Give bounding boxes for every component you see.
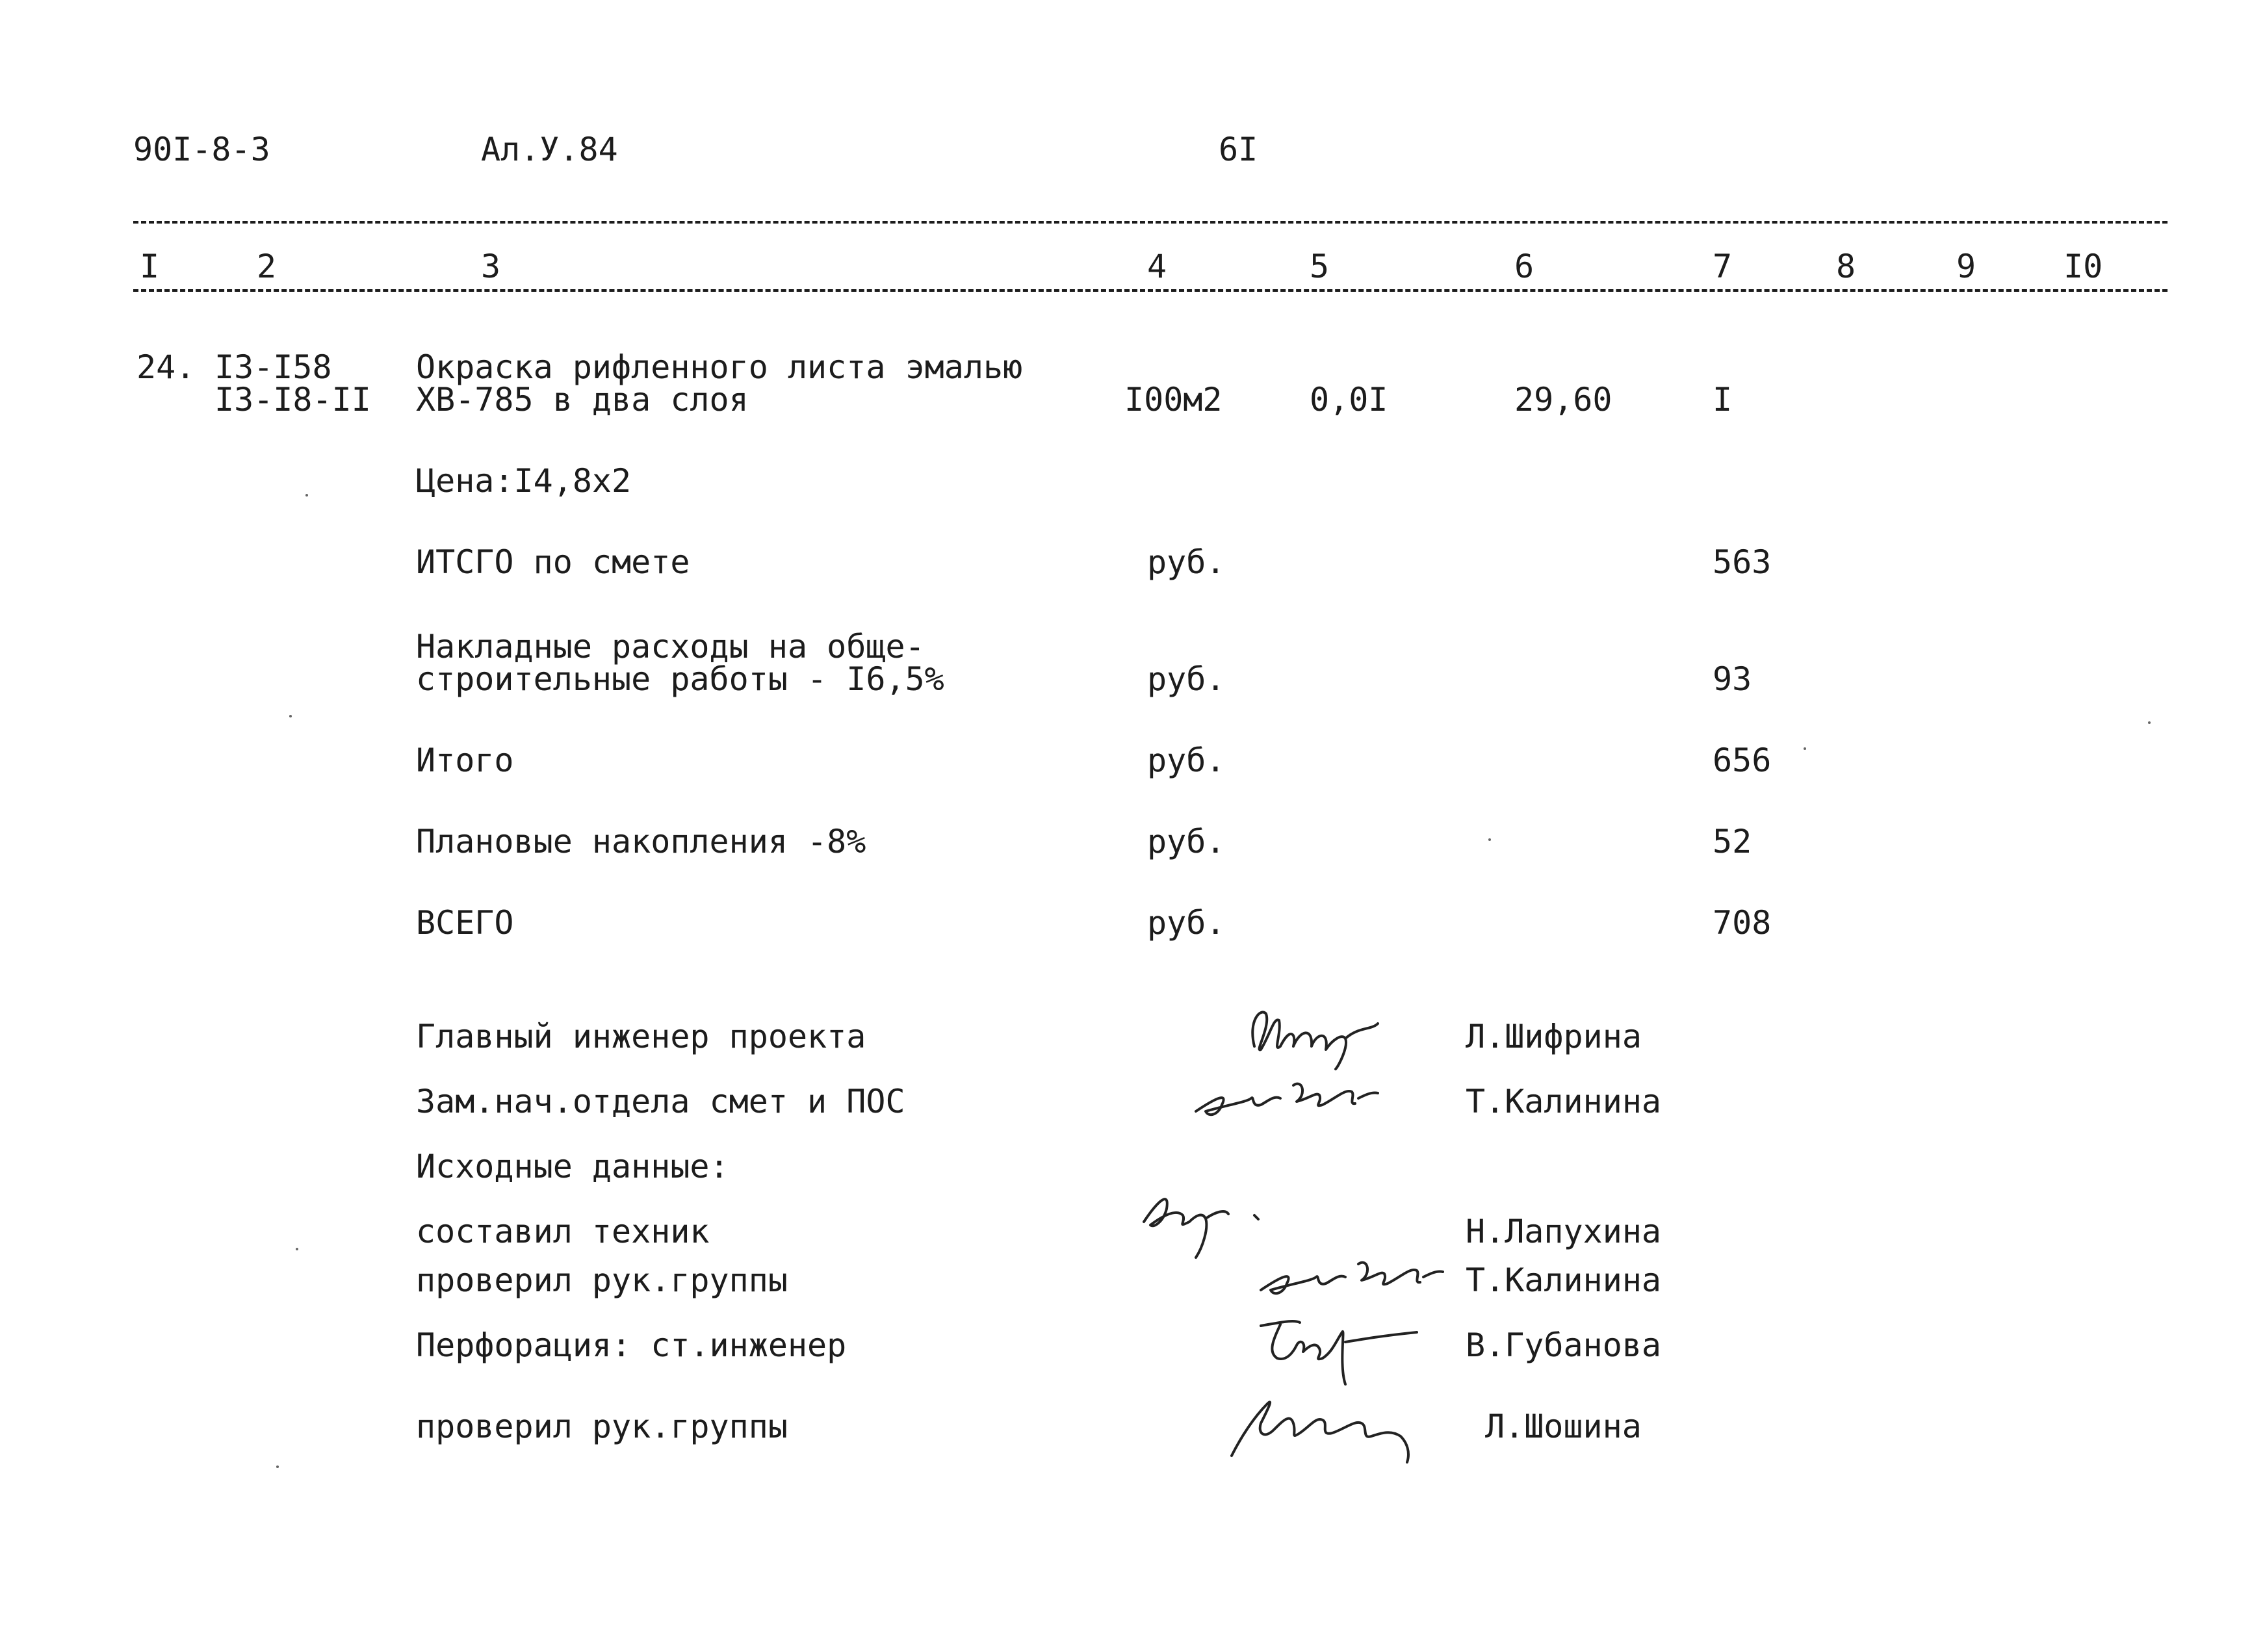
- item-code-secondary: I3-I8-II: [214, 381, 371, 419]
- summary-value: 708: [1713, 904, 1772, 942]
- col-3: 3: [481, 248, 501, 285]
- col-6: 6: [1514, 248, 1534, 285]
- signatory-name: Т.Калинина: [1466, 1083, 1662, 1120]
- signatory-name: Н.Лапухина: [1466, 1213, 1662, 1250]
- signature-kalinina: [1189, 1066, 1397, 1124]
- scan-speck: [2148, 721, 2151, 724]
- signatory-name: В.Губанова: [1466, 1326, 1662, 1364]
- item-unit-price: 29,60: [1514, 381, 1612, 419]
- page-number: 6I: [1219, 131, 1258, 168]
- summary-label: Итого: [416, 742, 514, 779]
- signatory-role: Главный инженер проекта: [416, 1018, 866, 1055]
- header-top-rule: [133, 221, 2168, 224]
- col-8: 8: [1836, 248, 1856, 285]
- summary-label: ИТСГО по смете: [416, 543, 690, 581]
- source-data-heading: Исходные данные:: [416, 1148, 729, 1185]
- signatory-name: Л.Шошина: [1485, 1408, 1642, 1445]
- col-7: 7: [1713, 248, 1733, 285]
- col-10: I0: [2064, 248, 2103, 285]
- item-description-cont: ХВ-785 в два слоя: [416, 381, 749, 419]
- summary-label: Плановые накопления -8%: [416, 823, 866, 860]
- scan-speck: [1804, 747, 1806, 750]
- signature-kalinina-2: [1248, 1241, 1456, 1306]
- signatory-name: Л.Шифрина: [1466, 1018, 1642, 1055]
- header-bottom-rule: [133, 289, 2168, 292]
- signatory-name: Т.Калинина: [1466, 1261, 1662, 1299]
- summary-unit: руб.: [1147, 660, 1226, 698]
- item-description: Окраска рифленного листа эмалью: [416, 348, 1023, 386]
- scan-speck: [296, 1248, 298, 1250]
- summary-unit: руб.: [1147, 742, 1226, 779]
- summary-value: 52: [1713, 823, 1752, 860]
- col-5: 5: [1310, 248, 1330, 285]
- summary-label: ВСЕГО: [416, 904, 514, 942]
- item-quantity: 0,0I: [1310, 381, 1388, 419]
- album-number: Ал.У.84: [481, 131, 618, 168]
- summary-value: 563: [1713, 543, 1772, 581]
- summary-unit: руб.: [1147, 904, 1226, 942]
- col-4: 4: [1147, 248, 1167, 285]
- col-2: 2: [257, 248, 277, 285]
- item-number: 24.: [136, 348, 196, 386]
- signatory-role: Перфорация: ст.инженер: [416, 1326, 847, 1364]
- col-1: I: [140, 248, 160, 285]
- summary-unit: руб.: [1147, 823, 1226, 860]
- signatory-role: проверил рук.группы: [416, 1408, 788, 1445]
- scan-speck: [276, 1465, 279, 1468]
- item-price-note: Цена:I4,8х2: [416, 462, 632, 500]
- signatory-role: проверил рук.группы: [416, 1261, 788, 1299]
- scan-speck: [305, 494, 308, 497]
- scan-speck: [1488, 838, 1491, 841]
- summary-label-cont: строительные работы - I6,5%: [416, 660, 944, 698]
- signatory-role: составил техник: [416, 1213, 710, 1250]
- signatory-role: Зам.нач.отдела смет и ПОС: [416, 1083, 905, 1120]
- signature-shifrina: [1235, 1001, 1404, 1072]
- col-9: 9: [1956, 248, 1976, 285]
- signature-shoshina: [1222, 1378, 1443, 1475]
- summary-label: Накладные расходы на обще-: [416, 628, 925, 665]
- item-unit: I00м2: [1124, 381, 1223, 419]
- summary-value: 93: [1713, 660, 1752, 698]
- item-code: I3-I58: [214, 348, 332, 386]
- summary-unit: руб.: [1147, 543, 1226, 581]
- summary-value: 656: [1713, 742, 1772, 779]
- doc-series: 90I-8-3: [133, 131, 270, 168]
- scan-speck: [289, 715, 292, 717]
- item-total: I: [1713, 381, 1733, 419]
